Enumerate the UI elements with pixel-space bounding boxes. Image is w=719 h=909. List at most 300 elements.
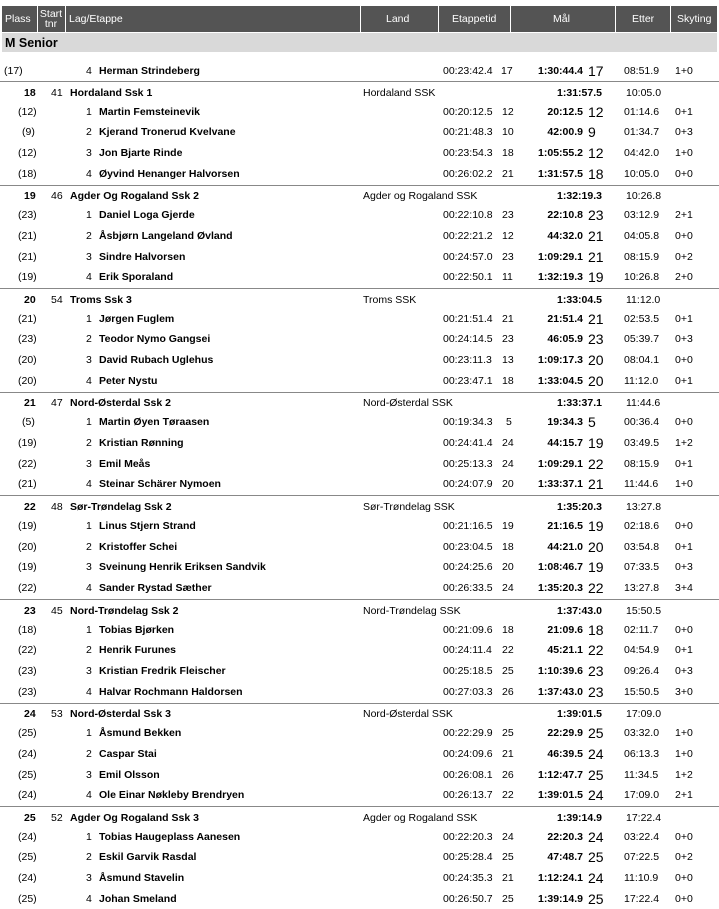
header-skyting: Skyting bbox=[677, 13, 712, 25]
leg-plass: (9) bbox=[22, 126, 35, 139]
leg-maal: 1:39:01.5 bbox=[538, 789, 583, 802]
header-lag-etappe: Lag/Etappe bbox=[69, 13, 123, 25]
leg-row bbox=[0, 660, 719, 681]
leg-row bbox=[0, 142, 719, 163]
leg-maal-rank: 21 bbox=[588, 248, 604, 265]
leg-maal: 1:12:47.7 bbox=[538, 768, 583, 781]
leg-skyting: 2+1 bbox=[675, 209, 693, 222]
leg-etappe-rank: 24 bbox=[502, 437, 514, 449]
leg-etappe-rank: 24 bbox=[502, 457, 514, 470]
leg-athlete: Åsmund Stavelin bbox=[99, 872, 185, 885]
leg-etappe-rank: 12 bbox=[502, 105, 514, 118]
leg-row bbox=[0, 536, 719, 557]
leg-skyting: 0+0 bbox=[675, 623, 693, 636]
leg-plass: (20) bbox=[18, 540, 37, 553]
leg-athlete: Ole Einar Nøkleby Brendryen bbox=[99, 789, 245, 802]
leg-maal: 1:35:20.3 bbox=[538, 582, 583, 594]
leg-etter: 11:10.9 bbox=[624, 872, 659, 885]
team-startnr: 47 bbox=[51, 397, 63, 410]
leg-etter: 08:15.9 bbox=[624, 250, 660, 263]
leg-number: 3 bbox=[86, 457, 92, 470]
leg-skyting: 0+0 bbox=[675, 167, 693, 180]
leg-number: 4 bbox=[86, 167, 92, 180]
leg-etappe-rank: 25 bbox=[502, 727, 514, 740]
leg-etappe-rank: 21 bbox=[502, 747, 514, 760]
leg-number: 2 bbox=[86, 851, 92, 864]
leg-maal: 22:20.3 bbox=[547, 830, 583, 843]
leg-etappetid: 00:25:18.5 bbox=[443, 664, 493, 677]
header-etappetid: Etappetid bbox=[452, 13, 497, 25]
leg-number: 3 bbox=[86, 664, 92, 677]
leg-maal-rank: 12 bbox=[588, 144, 604, 161]
leg-plass: (12) bbox=[18, 146, 37, 159]
leg-athlete: Herman Strindeberg bbox=[99, 64, 200, 77]
team-startnr: 45 bbox=[51, 604, 63, 617]
leg-etappetid: 00:23:54.3 bbox=[443, 146, 493, 159]
leg-athlete: Jørgen Fuglem bbox=[99, 312, 175, 325]
leg-skyting: 2+1 bbox=[675, 789, 693, 802]
leg-etter: 17:09.0 bbox=[624, 789, 660, 802]
leg-maal-rank: 24 bbox=[588, 787, 604, 804]
leg-row bbox=[0, 764, 719, 785]
leg-athlete: Halvar Rochmann Haldorsen bbox=[99, 685, 243, 698]
leg-etter: 09:26.4 bbox=[624, 664, 660, 677]
leg-maal-rank: 17 bbox=[588, 62, 604, 79]
leg-etappetid: 00:26:13.7 bbox=[443, 789, 493, 802]
leg-plass: (19) bbox=[18, 437, 37, 449]
leg-maal: 1:05:55.2 bbox=[538, 146, 583, 159]
header-startnr bbox=[40, 6, 62, 32]
leg-row bbox=[0, 868, 719, 889]
leg-maal-rank: 20 bbox=[588, 372, 604, 389]
leg-athlete: Daniel Loga Gjerde bbox=[99, 209, 195, 222]
leg-row bbox=[0, 350, 719, 371]
leg-athlete: Jon Bjarte Rinde bbox=[99, 146, 183, 159]
leg-etter: 08:51.9 bbox=[624, 64, 660, 77]
leg-maal: 22:29.9 bbox=[547, 727, 583, 740]
leg-plass: (25) bbox=[18, 892, 37, 905]
leg-maal-rank: 19 bbox=[588, 517, 604, 534]
leg-row bbox=[0, 267, 719, 288]
leg-number: 1 bbox=[86, 209, 92, 222]
leg-maal-rank: 23 bbox=[588, 331, 604, 348]
leg-maal: 20:12.5 bbox=[547, 105, 583, 118]
leg-maal-rank: 12 bbox=[588, 103, 604, 120]
leg-row bbox=[0, 205, 719, 226]
team-maal: 1:33:37.1 bbox=[557, 397, 602, 410]
leg-plass: (20) bbox=[18, 354, 37, 367]
team-name: Nord-Østerdal Ssk 2 bbox=[70, 397, 171, 410]
team-maal: 1:39:01.5 bbox=[557, 708, 602, 721]
leg-row bbox=[0, 163, 719, 184]
leg-etappetid: 00:21:51.4 bbox=[443, 312, 493, 325]
leg-row bbox=[0, 723, 719, 744]
team-etter: 15:50.5 bbox=[626, 604, 662, 617]
leg-athlete: Sander Rystad Sæther bbox=[99, 582, 212, 594]
leg-row bbox=[0, 246, 719, 267]
leg-maal-rank: 25 bbox=[588, 725, 604, 742]
header-start: Start bbox=[39, 8, 63, 20]
leg-etappe-rank: 22 bbox=[502, 644, 514, 657]
leg-maal: 46:39.5 bbox=[547, 747, 583, 760]
leg-skyting: 1+0 bbox=[675, 727, 693, 740]
leg-number: 3 bbox=[86, 354, 92, 367]
header-plass: Plass bbox=[5, 13, 31, 25]
leg-etter: 03:22.4 bbox=[624, 830, 660, 843]
leg-athlete: Øyvind Henanger Halvorsen bbox=[99, 167, 240, 180]
team-name: Nord-Østerdal Ssk 3 bbox=[70, 708, 171, 721]
leg-row bbox=[0, 225, 719, 246]
leg-skyting: 0+3 bbox=[675, 126, 693, 139]
team-plass: 19 bbox=[24, 190, 36, 203]
leg-plass: (23) bbox=[18, 333, 37, 346]
leg-maal-rank: 5 bbox=[588, 414, 596, 431]
leg-etter: 07:22.5 bbox=[624, 851, 660, 864]
leg-athlete: Peter Nystu bbox=[99, 374, 158, 387]
leg-etter: 08:15.9 bbox=[624, 457, 660, 470]
leg-skyting: 1+0 bbox=[675, 747, 693, 760]
leg-etter: 06:13.3 bbox=[624, 747, 660, 760]
leg-row bbox=[0, 308, 719, 329]
leg-plass: (21) bbox=[18, 229, 37, 242]
leg-athlete: Johan Smeland bbox=[99, 892, 177, 905]
leg-plass: (24) bbox=[18, 747, 37, 760]
leg-number: 4 bbox=[86, 271, 92, 284]
leg-row bbox=[0, 122, 719, 143]
leg-maal: 1:32:19.3 bbox=[538, 271, 583, 284]
leg-number: 1 bbox=[86, 416, 92, 429]
leg-etappetid: 00:26:50.7 bbox=[443, 892, 493, 905]
leg-etappe-rank: 11 bbox=[502, 271, 513, 284]
leg-etter: 03:12.9 bbox=[624, 209, 660, 222]
leg-etter: 02:18.6 bbox=[624, 519, 660, 532]
leg-maal: 1:10:39.6 bbox=[538, 664, 583, 677]
leg-row bbox=[0, 329, 719, 350]
table-header bbox=[2, 6, 717, 32]
leg-maal: 1:37:43.0 bbox=[538, 685, 583, 698]
leg-athlete: Åsbjørn Langeland Øvland bbox=[99, 229, 233, 242]
leg-plass: (24) bbox=[18, 872, 37, 885]
leg-number: 1 bbox=[86, 623, 92, 636]
leg-plass: (20) bbox=[18, 374, 37, 387]
leg-etappe-rank: 21 bbox=[502, 872, 514, 885]
team-land: Agder og Rogaland SSK bbox=[363, 190, 478, 203]
leg-row bbox=[0, 370, 719, 391]
leg-number: 1 bbox=[86, 830, 92, 843]
leg-row bbox=[0, 743, 719, 764]
team-plass: 20 bbox=[24, 293, 36, 306]
team-row bbox=[0, 806, 719, 828]
leg-maal-rank: 19 bbox=[588, 559, 604, 576]
leg-etappe-rank: 19 bbox=[502, 519, 514, 532]
leg-maal-rank: 20 bbox=[588, 538, 604, 555]
leg-athlete: Martin Femsteinevik bbox=[99, 105, 200, 118]
leg-row bbox=[0, 474, 719, 495]
leg-etappe-rank: 21 bbox=[502, 312, 514, 325]
leg-athlete: Sveinung Henrik Eriksen Sandvik bbox=[99, 561, 266, 574]
leg-etter: 10:05.0 bbox=[624, 167, 660, 180]
leg-skyting: 0+0 bbox=[675, 892, 693, 905]
leg-etappetid: 00:24:11.4 bbox=[443, 644, 492, 657]
leg-etappetid: 00:20:12.5 bbox=[443, 105, 493, 118]
leg-etter: 04:42.0 bbox=[624, 146, 660, 159]
leg-number: 4 bbox=[86, 374, 92, 387]
leg-etappetid: 00:25:28.4 bbox=[443, 851, 493, 864]
leg-row bbox=[0, 640, 719, 661]
leg-etter: 04:54.9 bbox=[624, 644, 660, 657]
team-startnr: 54 bbox=[51, 293, 63, 306]
leg-row bbox=[0, 619, 719, 640]
leg-row bbox=[0, 578, 719, 599]
leg-maal: 21:16.5 bbox=[547, 519, 583, 532]
leg-athlete: Tobias Haugeplass Aanesen bbox=[99, 830, 241, 843]
team-plass: 25 bbox=[24, 811, 36, 824]
leg-etter: 01:14.6 bbox=[624, 105, 660, 118]
leg-athlete: Emil Meås bbox=[99, 457, 151, 470]
team-plass: 18 bbox=[24, 86, 36, 99]
leg-number: 4 bbox=[86, 478, 92, 491]
leg-skyting: 0+0 bbox=[675, 229, 693, 242]
leg-skyting: 3+0 bbox=[675, 685, 693, 698]
leg-skyting: 0+3 bbox=[675, 664, 693, 677]
leg-etappe-rank: 24 bbox=[502, 582, 514, 594]
leg-row bbox=[0, 888, 719, 909]
leg-etappe-rank: 18 bbox=[502, 623, 514, 636]
leg-athlete: Tobias Bjørken bbox=[99, 623, 175, 636]
leg-plass: (23) bbox=[18, 209, 37, 222]
team-etter: 10:05.0 bbox=[626, 86, 662, 99]
header-tnr: tnr bbox=[44, 18, 58, 30]
leg-skyting: 0+0 bbox=[675, 354, 693, 367]
leg-etappetid: 00:24:14.5 bbox=[443, 333, 493, 346]
leg-skyting: 0+0 bbox=[675, 830, 693, 843]
leg-maal-rank: 23 bbox=[588, 683, 604, 700]
leg-maal: 44:15.7 bbox=[547, 437, 583, 449]
leg-maal-rank: 21 bbox=[588, 227, 604, 244]
leg-maal: 45:21.1 bbox=[547, 644, 583, 657]
leg-etappe-rank: 23 bbox=[502, 333, 514, 346]
leg-maal-rank: 23 bbox=[588, 207, 604, 224]
header-etter: Etter bbox=[632, 13, 655, 25]
leg-number: 3 bbox=[86, 768, 92, 781]
leg-skyting: 0+2 bbox=[675, 250, 693, 263]
leg-skyting: 0+1 bbox=[675, 644, 693, 657]
leg-number: 4 bbox=[86, 892, 92, 905]
leg-number: 1 bbox=[86, 105, 92, 118]
leg-athlete: Kristian Rønning bbox=[99, 437, 184, 449]
leg-etappetid: 00:24:35.3 bbox=[443, 872, 493, 885]
team-maal: 1:37:43.0 bbox=[557, 604, 602, 617]
leg-etappetid: 00:24:57.0 bbox=[443, 250, 493, 263]
team-startnr: 48 bbox=[51, 500, 63, 513]
leg-maal-rank: 25 bbox=[588, 890, 604, 907]
leg-etappetid: 00:22:10.8 bbox=[443, 209, 493, 222]
leg-plass: (18) bbox=[18, 167, 37, 180]
leg-skyting: 0+3 bbox=[675, 561, 693, 574]
team-startnr: 41 bbox=[51, 86, 63, 99]
leg-number: 2 bbox=[86, 644, 92, 657]
team-land: Nord-Østerdal SSK bbox=[363, 397, 453, 410]
team-etter: 10:26.8 bbox=[626, 190, 662, 203]
header-maal: Mål bbox=[553, 13, 570, 25]
leg-plass: (21) bbox=[18, 312, 37, 325]
leg-athlete: Linus Stjern Strand bbox=[99, 519, 196, 532]
leg-plass: (17) bbox=[4, 64, 23, 77]
leg-skyting: 1+2 bbox=[675, 437, 693, 449]
leg-plass: (23) bbox=[18, 685, 37, 698]
leg-plass: (24) bbox=[18, 830, 37, 843]
leg-etappe-rank: 13 bbox=[502, 354, 514, 367]
team-startnr: 53 bbox=[51, 708, 63, 721]
leg-etappetid: 00:22:50.1 bbox=[443, 271, 493, 284]
leg-etappe-rank: 25 bbox=[502, 664, 514, 677]
leg-etappe-rank: 18 bbox=[502, 540, 514, 553]
leg-skyting: 0+1 bbox=[675, 374, 693, 387]
leg-number: 4 bbox=[86, 582, 92, 594]
leg-maal: 1:30:44.4 bbox=[538, 64, 583, 77]
leg-athlete: Kjerand Tronerud Kvelvane bbox=[99, 126, 236, 139]
team-maal: 1:39:14.9 bbox=[557, 811, 602, 824]
team-plass: 22 bbox=[24, 500, 36, 513]
leg-maal: 47:48.7 bbox=[547, 851, 583, 864]
leg-athlete: Henrik Furunes bbox=[99, 644, 177, 657]
leg-number: 1 bbox=[86, 727, 92, 740]
leg-plass: (19) bbox=[18, 561, 37, 574]
leg-number: 3 bbox=[86, 561, 92, 574]
leg-maal-rank: 22 bbox=[588, 580, 604, 596]
leg-etappetid: 00:23:04.5 bbox=[443, 540, 493, 553]
leg-etter: 01:34.7 bbox=[624, 126, 660, 139]
leg-skyting: 0+0 bbox=[675, 872, 693, 885]
leg-maal: 1:09:29.1 bbox=[538, 457, 583, 470]
team-maal: 1:31:57.5 bbox=[557, 86, 602, 99]
leg-etter: 11:44.6 bbox=[624, 478, 659, 491]
leg-number: 2 bbox=[86, 747, 92, 760]
leg-skyting: 0+1 bbox=[675, 540, 693, 553]
team-name: Hordaland Ssk 1 bbox=[70, 86, 153, 99]
category-label: M Senior bbox=[5, 35, 58, 50]
team-row bbox=[0, 185, 719, 207]
leg-etter: 11:34.5 bbox=[624, 768, 659, 781]
leg-athlete: Sindre Halvorsen bbox=[99, 250, 186, 263]
leg-etter: 02:53.5 bbox=[624, 312, 660, 325]
leg-etter: 08:04.1 bbox=[624, 354, 660, 367]
team-row bbox=[0, 599, 719, 621]
leg-etappe-rank: 18 bbox=[502, 374, 514, 387]
leg-etappe-rank: 25 bbox=[502, 851, 514, 864]
team-name: Sør-Trøndelag Ssk 2 bbox=[70, 500, 172, 513]
team-name: Troms Ssk 3 bbox=[70, 293, 132, 306]
team-row bbox=[0, 703, 719, 725]
leg-maal: 22:10.8 bbox=[547, 209, 583, 222]
leg-etter: 04:05.8 bbox=[624, 229, 660, 242]
leg-maal-rank: 23 bbox=[588, 662, 604, 679]
leg-plass: (21) bbox=[18, 250, 37, 263]
leg-number: 3 bbox=[86, 250, 92, 263]
leg-maal: 1:09:29.1 bbox=[538, 250, 583, 263]
leg-number: 2 bbox=[86, 540, 92, 553]
team-land: Nord-Trøndelag SSK bbox=[363, 604, 461, 617]
leg-number: 4 bbox=[86, 64, 92, 77]
leg-etappe-rank: 12 bbox=[502, 229, 514, 242]
carryover-leg-row bbox=[0, 60, 719, 81]
leg-maal-rank: 9 bbox=[588, 124, 596, 141]
leg-skyting: 1+2 bbox=[675, 768, 693, 781]
leg-skyting: 0+0 bbox=[675, 519, 693, 532]
leg-maal: 1:08:46.7 bbox=[538, 561, 583, 574]
leg-skyting: 1+0 bbox=[675, 146, 693, 159]
leg-row bbox=[0, 826, 719, 847]
leg-number: 2 bbox=[86, 437, 92, 449]
leg-athlete: Erik Sporaland bbox=[99, 271, 174, 284]
leg-etappetid: 00:21:16.5 bbox=[443, 519, 493, 532]
team-etter: 11:12.0 bbox=[626, 293, 661, 306]
leg-maal-rank: 21 bbox=[588, 310, 604, 327]
leg-etappetid: 00:26:02.2 bbox=[443, 167, 493, 180]
team-name: Nord-Trøndelag Ssk 2 bbox=[70, 604, 179, 617]
leg-etappetid: 00:23:47.1 bbox=[443, 374, 493, 387]
team-row bbox=[0, 81, 719, 103]
leg-etter: 10:26.8 bbox=[624, 271, 660, 284]
leg-plass: (22) bbox=[18, 457, 37, 470]
leg-row bbox=[0, 515, 719, 536]
leg-maal: 42:00.9 bbox=[547, 126, 583, 139]
leg-etappetid: 00:22:20.3 bbox=[443, 830, 493, 843]
leg-etter: 03:54.8 bbox=[624, 540, 660, 553]
leg-etappe-rank: 23 bbox=[502, 250, 514, 263]
leg-number: 1 bbox=[86, 519, 92, 532]
leg-maal-rank: 25 bbox=[588, 766, 604, 783]
leg-row bbox=[0, 847, 719, 868]
leg-athlete: Kristian Fredrik Fleischer bbox=[99, 664, 226, 677]
leg-athlete: Kristoffer Schei bbox=[99, 540, 178, 553]
leg-maal: 19:34.3 bbox=[547, 416, 583, 429]
leg-etappetid: 00:23:42.4 bbox=[443, 64, 493, 77]
leg-etappetid: 00:24:07.9 bbox=[443, 478, 493, 491]
leg-maal-rank: 21 bbox=[588, 476, 604, 493]
leg-athlete: Åsmund Bekken bbox=[99, 727, 182, 740]
leg-maal: 1:31:57.5 bbox=[538, 167, 583, 180]
leg-maal: 1:39:14.9 bbox=[538, 892, 583, 905]
leg-etter: 11:12.0 bbox=[624, 374, 659, 387]
leg-skyting: 1+0 bbox=[675, 64, 693, 77]
leg-plass: (5) bbox=[22, 416, 35, 429]
leg-skyting: 2+0 bbox=[675, 271, 693, 284]
leg-etter: 17:22.4 bbox=[624, 892, 660, 905]
team-maal: 1:33:04.5 bbox=[557, 293, 602, 306]
leg-etter: 03:32.0 bbox=[624, 727, 660, 740]
leg-etappetid: 00:21:48.3 bbox=[443, 126, 493, 139]
team-etter: 11:44.6 bbox=[626, 397, 661, 410]
leg-athlete: David Rubach Uglehus bbox=[99, 354, 214, 367]
leg-plass: (23) bbox=[18, 664, 37, 677]
leg-etappetid: 00:22:21.2 bbox=[443, 229, 493, 242]
leg-row bbox=[0, 101, 719, 122]
team-plass: 21 bbox=[24, 397, 36, 410]
leg-maal-rank: 24 bbox=[588, 828, 604, 845]
leg-number: 3 bbox=[86, 146, 92, 159]
team-plass: 23 bbox=[24, 604, 36, 617]
leg-plass: (22) bbox=[18, 582, 37, 594]
leg-etappetid: 00:24:41.4 bbox=[443, 437, 493, 449]
leg-etappe-rank: 26 bbox=[502, 685, 514, 698]
leg-etappetid: 00:21:09.6 bbox=[443, 623, 493, 636]
leg-number: 4 bbox=[86, 789, 92, 802]
leg-maal: 1:33:04.5 bbox=[538, 374, 583, 387]
leg-etappetid: 00:19:34.3 bbox=[443, 416, 493, 429]
team-etter: 17:09.0 bbox=[626, 708, 662, 721]
leg-plass: (25) bbox=[18, 768, 37, 781]
